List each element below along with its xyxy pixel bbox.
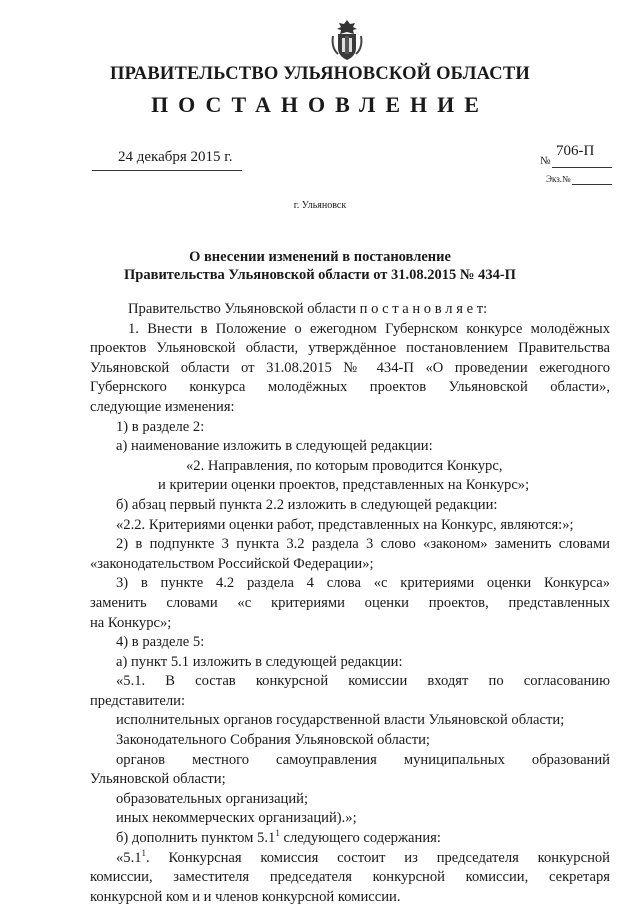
text-line: представители: [90, 692, 186, 709]
text-line: на Конкурс»; [90, 614, 172, 631]
text-line: «2. Направления, по которым проводится Конкурс, [186, 457, 503, 474]
text-fragment: . Конкурсная комиссия состоит из председателя конкурсной [146, 849, 610, 866]
text-line: конкурсной ком и и членов конкурсной комиссии. [90, 888, 401, 905]
text-line: а) пункт 5.1 изложить в следующей редакции: [116, 653, 403, 670]
text-line: проектов Ульяновской области, утверждённое постановлением Правительства [90, 340, 610, 357]
number-sign: № [540, 155, 551, 167]
text-line: а) наименование изложить в следующей редакции: [116, 438, 433, 455]
text-line: образовательных организаций; [116, 790, 309, 807]
text-line [90, 829, 610, 849]
text-line: б) абзац первый пункта 2.2 изложить в следующей редакции: [116, 496, 498, 513]
text-line: иных некоммерческих организаций).»; [116, 810, 357, 827]
text-line: «законодательством Российской Федерации»; [90, 555, 374, 572]
subject-line: О внесении изменений в постановление [189, 249, 451, 265]
text-line: Правительство Ульяновской области п о с т а н о в л я е т: [128, 301, 488, 317]
text-line [90, 849, 610, 869]
text-line: Губернского конкурса молодёжных проектов Ульяновской области», [90, 379, 610, 396]
text-line: Ульяновской области; [90, 771, 226, 788]
text-fragment: «5.1 [116, 849, 142, 866]
text-line: «2.2. Критериями оценки работ, представленных на Конкурс, являются:»; [116, 516, 574, 533]
coat-of-arms-icon [331, 18, 363, 62]
copy-underline [572, 184, 612, 185]
copy-label: Экз.№ [546, 174, 571, 184]
subject-line: Правительства Ульяновской области от 31.08.2015 № 434-П [124, 267, 516, 283]
text-line: Законодательного Собрания Ульяновской области; [116, 732, 430, 749]
city: г. Ульяновск [293, 200, 347, 211]
text-line: 2) в подпункте 3 пункта 3.2 раздела 3 слово «законом» заменить словами [116, 536, 610, 553]
date-underline [92, 170, 242, 171]
document-type: ПОСТАНОВЛЕНИЕ [151, 92, 489, 117]
text-fragment: б) дополнить пунктом 5.1 [116, 830, 276, 847]
document-subject [0, 248, 640, 284]
text-line: 1. Внести в Положение о ежегодном Губернском конкурсе молодёжных [128, 320, 610, 337]
government-title: ПРАВИТЕЛЬСТВО УЛЬЯНОВСКОЙ ОБЛАСТИ [110, 64, 530, 84]
text-line: Ульяновской области от 31.08.2015 № 434-П «О проведении ежегодного [90, 359, 610, 376]
text-line: исполнительных органов государственной власти Ульяновской области; [116, 712, 565, 729]
text-line: 4) в разделе 5: [116, 634, 205, 651]
text-line: и критерии оценки проектов, представленных на Конкурс»; [158, 477, 530, 494]
text-line: органов местного самоуправления муниципальных образований [116, 751, 610, 768]
number-underline [552, 167, 612, 168]
text-line: следующие изменения: [90, 398, 235, 415]
text-line: 1) в разделе 2: [116, 418, 205, 435]
text-line: «5.1. В состав конкурсной комиссии входят по согласованию [116, 673, 610, 690]
number-value: 706-П [556, 143, 595, 159]
superscript: 1 [141, 847, 147, 858]
document-body [90, 300, 610, 907]
document-number [540, 143, 612, 169]
superscript: 1 [275, 828, 280, 839]
text-line: комиссии, заместителя председателя конкурсной комиссии, секретаря [90, 869, 610, 886]
text-line: 3) в пункте 4.2 раздела 4 слова «с критериями оценки Конкурса» [116, 575, 610, 592]
document-date: 24 декабря 2015 г. [118, 149, 233, 165]
text-fragment: следующего содержания: [279, 830, 441, 847]
text-line: заменить словами «с критериями оценки проектов, представленных [90, 594, 610, 611]
